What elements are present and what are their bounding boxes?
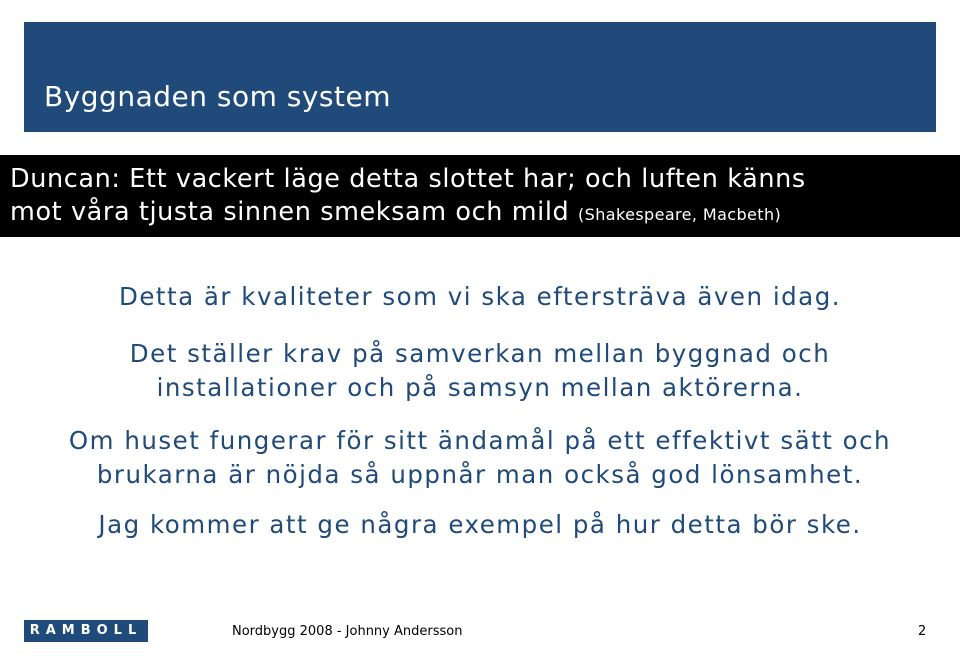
footer-text: Nordbygg 2008 - Johnny Andersson xyxy=(232,624,463,639)
paragraph-3 xyxy=(0,424,960,492)
quote-line-2 xyxy=(10,196,955,231)
ramboll-logo: RAMBOLL xyxy=(24,620,148,642)
paragraph-2-line-2: installationer och på samsyn mellan aktörerna. xyxy=(156,373,804,402)
paragraph-2-line-1: Det ställer krav på samverkan mellan byggnad och xyxy=(129,339,831,368)
paragraph-2 xyxy=(0,337,960,405)
quote-line-1: Duncan: Ett vackert läge detta slottet har; och luften känns xyxy=(10,164,806,194)
paragraph-3-line-1: Om huset fungerar för sitt ändamål på ett effektivt sätt och xyxy=(68,426,892,455)
paragraph-3-line-2: brukarna är nöjda så uppnår man också god lönsamhet. xyxy=(96,460,864,489)
page-number: 2 xyxy=(918,624,927,639)
quote-block xyxy=(10,163,955,231)
quote-line-2-text: mot våra tjusta sinnen smeksam och mild xyxy=(10,197,570,227)
paragraph-1-line-1: Detta är kvaliteter som vi ska eftersträva även idag. xyxy=(118,282,842,311)
title-band xyxy=(24,22,936,132)
paragraph-4-line-1: Jag kommer att ge några exempel på hur detta bör ske. xyxy=(98,510,862,539)
paragraph-1 xyxy=(0,282,960,311)
slide-title: Byggnaden som system xyxy=(44,80,391,113)
paragraph-4 xyxy=(0,510,960,539)
quote-source: (Shakespeare, Macbeth) xyxy=(578,205,782,224)
